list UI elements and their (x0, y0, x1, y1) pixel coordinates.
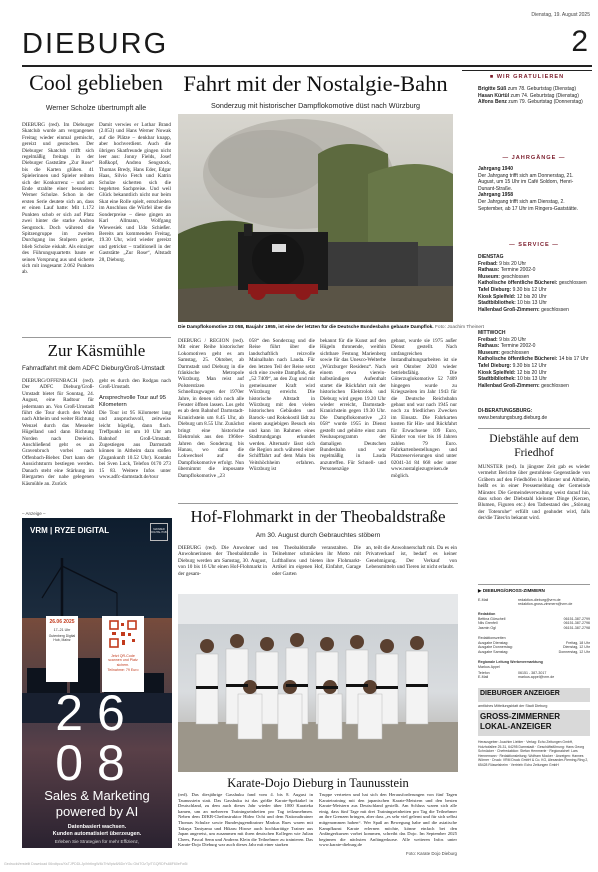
ad-qr-text: Jetzt QR-Code scannen und Platz sichern. (108, 654, 138, 667)
floh-col1: DIEBURG (red). Die Anwohner und Anwohnerinnen der Theobaldstraße in Dieburg werden am Samstag, 30. August, von 10 bis 16 Uhr einen Hof-Flohmarkt in der gesam- (178, 545, 267, 577)
wir-entry: Hasan Kürtül zum 74. Geburtstag (Dienstag) (478, 92, 579, 99)
service-title: — SERVICE — (509, 242, 559, 248)
service-row: Rathaus: Termine 2002-0 (478, 267, 536, 274)
service-row: Rathaus: Termine 2002-0 (478, 343, 536, 350)
karate-col2: Truppe vertreten und hat sich den Herausforderungen von fünf Tagen Karatetraining mit den japanischen Karate-Meistern und den besten Karate-Meistern aus Deutschland gestellt. Am Schluss waren sich alle einig, dass fünf Tage mit drei Trainingseinheiten pro Tag die Teilnehmer an ihre Grenzen bringen, aber dass „es sehr viel gelernt und für sich selbst mitgenommen haben“. Wer Spaß an Bewegung habe und die asiatische Kampfkunst Karate erlernen möchte, könne einfach bei den Anfängerkursen vorbei kommen, schreibt das Dojo. Im September 2025 beginnen die nächsten Anfängerkurse. Alle weiteren Infos unter www.karate-dieburg.de (319, 792, 457, 848)
jahr-text-2: Der Jahrgang trifft sich am Dienstag, 2. September, ab 17 Uhr im Ringers-Gaststätte. (478, 198, 579, 212)
bahn-photo (178, 114, 453, 322)
service-day-1: DIENSTAG (478, 254, 504, 260)
kaes-subhead: Ansprechvolle Tour auf 95 Kilometern (99, 395, 166, 408)
service-row: Kiosk Spielfeld: 12 bis 20 Uhr (478, 369, 547, 376)
karate-group-photo (178, 594, 458, 772)
ad-tag-3: Erleben Sie Strategien für mehr Effizienz, (54, 839, 140, 844)
impressum-email-1[interactable]: redaktion-dieburg@vrm.de (518, 598, 561, 602)
ad-event-time: 17–21 Uhr (53, 628, 71, 632)
dieb-text: MÜNSTER (red). In jüngster Zeit gab es wieder vermehrt Berichte über gestohlene Gegenstände von Gräbern auf den Friedhöfen in Münster und Altheim, heißt es in einer Pressemeldung der Gemeinde Münster. Die Gemeindeverwaltung weist darauf hin, dass schon der Diebstahl kleinster Dinge (Kerzen, Blumen, Figuren etc.) den Tatbestand des „Störung der Totenruhe“ erfüllt und geahndet wird, falls der/die Täter/in bekannt wird. (478, 464, 590, 522)
rule-bahn (178, 503, 458, 504)
impressum-redaktion-list: Bettina Gürschell 06151-387-2799 Nils Grenfell 06151-387-2796 Jasmin Ogl 06151-387-2798 (478, 617, 590, 630)
ad-label: – Anzeige – (22, 511, 46, 516)
ad-brand-vrm: VRM | RYZE DIGITAL (30, 526, 110, 535)
jahr-list (478, 166, 590, 212)
steam-locomotive-photo (178, 114, 453, 322)
cool-col1: DIEBURG (red). Im Dieburger Skatclub wurde am vergangenen Freitag wieder einmal gemischt, gereizt und gestochen. Der Dieburger Skatclub trifft sich regelmäßig freitags in der Dieburger Gaststätte „Zur Rose“ bis die Karten glühen. 41 Spielerinnen und Spieler reihten sich der Konkurrenz – und am Ende strahlte einer besonders: Werner Scholze. Schon in der ersten Serie deutete sich an, dass er einen Lauf hatte: Mit 1.172 Punkten schob er sich auf Platz zwei hinter die starke Andrea Sengstock. Doch während die Spitzengruppe im zweiten Durchgang ins Stolpern geriet, blieb Scholze eiskalt. Als einziger des Führungsquartetts baute er seinen Vorsprung aus und sicherte sich mit insgesamt 2.062 Punkten ab. (22, 122, 94, 276)
service-row: Kiosk Spielfeld: 12 bis 20 Uhr (478, 293, 547, 300)
kaes-subheadline: Fahrradfahrt mit dem ADFC Dieburg/Groß-Umstadt (22, 365, 165, 372)
wir-list (478, 86, 590, 106)
masthead-line2: GROSS-ZIMMERNER (480, 712, 560, 721)
floh-headline: Hof-Flohmarkt in der Theobaldstraße (190, 507, 446, 526)
impressum-times-label: Redaktionszeiten (478, 636, 506, 640)
ad-tag-2: Kunden automatisiert überzeugen. (52, 831, 142, 837)
ad-fee: Teilnahme: 79 Euro (107, 668, 139, 673)
service-row: Stadtbibliothek: 10 bis 13 Uhr (478, 376, 547, 383)
ad-hub-logo: MAINZER DIGITAL HUB (150, 523, 168, 541)
service-row: Tafel Dieburg: 9.30 bis 12 Uhr (478, 362, 547, 369)
impressum-rule (478, 584, 590, 585)
floh-subheadline: Am 30. August durch Gebrauchtes stöbern (255, 532, 381, 539)
sidebar-rule-top (462, 70, 592, 71)
jahr-head-2: Jahrgang 1958 (478, 192, 514, 199)
service-row: Hallenbad Groß-Zimmern: geschlossen (478, 382, 569, 389)
impressum-times-list: Ausgabe Dienstag: Freitag, 18 Uhr Ausgabe Donnerstag: Dienstag, 12 Uhr Ausgabe Samstag: Donnerstag, 12 Uhr (478, 641, 590, 654)
kaes-headline: Zur Käsmühle (47, 341, 146, 360)
qr-code-icon (109, 620, 137, 648)
impressum-email (478, 598, 590, 607)
beratung-title: DI-BERATUNGSBURG: (478, 408, 533, 414)
service-row: Museum: geschlossen (478, 349, 530, 356)
cool-subheadline: Werner Scholze übertrumpft alle (45, 105, 147, 112)
beratung-link[interactable]: www.beratungsburg.dieburg.de (478, 415, 548, 421)
ad-slogan-1: Sales & Marketing (44, 788, 150, 803)
bahn-photo-credit: Foto: Joachim Theinert (434, 325, 484, 330)
ad-big-bottom: 08 (55, 735, 139, 791)
bahn-caption-text: Die Dampflokomotive 23 058, Baujahr 1955, ist eine der letzten für die Deutsche Bundesbahn gebaute Dampflok. (178, 325, 434, 330)
section-title: DIEBURG (22, 28, 169, 60)
service-row: Museum: geschlossen (478, 273, 530, 280)
ad-big-top: 26 (55, 685, 139, 741)
header-date: Dienstag, 19. August 2025 (531, 12, 590, 18)
service-row: Freibad: 9 bis 20 Uhr (478, 260, 527, 267)
ad-tag-1: Datenbasiert wachsen. (67, 824, 127, 830)
bahn-col4: gebaut, wurde sie 1975 außer Dienst gestellt. Nach umfangreichen Instandhaltungsarbeiten ist sie seit Oktober 2020 wieder betriebsfähig. Die Güterzuglokomotive 52 7409 hingegen wurde zu Kriegszeiten im Jahr 1943 für die Deutsche Reichsbahn gebaut und war nach 1945 nur noch zu friedlichen Zwecken im Einsatz. Die Fahrkarten kosten für Hin- und Rückfahrt für Erwachsene 109 Euro, Kinder von vier bis 16 Jahren zahlen 79 Euro. Fahrkartenbestellungen und Platzreservierungen sind unter 02041-34 84 668 oder unter www.nostalgiezugreisen.de möglich. (391, 338, 457, 479)
masthead-fine-print: Herausgeber: Joachim Liebler · Verlag: Echo Zeitungen GmbH, Holzhofallee 25-31, 64295 Darmstadt · Geschäftsführung: Hans Georg Schnücker · Chefredaktion: Stefan Hemmerle · Regionalchef: Lars Hennemann · Redaktionsleitung: Wolfram Mocker · Anzeigen: Hannes Wörner · Druck: VRM Druck GmbH & Co. KG, Alexander-Fleming-Ring 2, 65428 Rüsselsheim · Vertrieb: Echo Zeitungen GmbH (478, 740, 589, 767)
ad-event-date: 26.06 2025 (49, 619, 75, 625)
bahn-col2: 058“ den Sonderzug und die Reise führt über die landschaftlich reizvolle Mainalbahn nach Laudа. Für den letzten Teil der Reise setzt sich eine zweite Dampflok, die „52 7409“, an den Zug und mit gemeinsamer Kraft wird Würzburg erreicht. Die historische Altstadt in Würzburg mit den vielen historischen Gebäuden und Barock- und Rokokostil lädt zu einem ausgiebigen Besuch ein und kann im Rahmen eines Stadtrundgangs erkundet werden. Alternativ lässt sich die Region auch während einer Schifffahrt auf dem Main bis Veitshöchheim erfahren. Würzburg ist (249, 338, 315, 473)
service-row: Hallenbad Groß-Zimmern: geschlossen (478, 306, 569, 313)
impressum-redaktion-label: Redaktion (478, 612, 496, 616)
impressum-email-2[interactable]: redaktion-gross-zimmern@vrm.de (518, 602, 573, 607)
bahn-caption (178, 325, 484, 330)
service-row: Katholische öffentliche Bücherei: geschlossen (478, 280, 587, 287)
masthead-line1-sub: amtliches Mitteilungsblatt der Stadt Dieburg (478, 704, 548, 708)
impressum-werbe-label: Regionale Leitung Werbevermarktung (478, 660, 543, 664)
ad-panel[interactable] (22, 518, 172, 848)
karate-photo (178, 594, 458, 772)
masthead-line1: DIEBURGER ANZEIGER (480, 690, 560, 697)
service-list-2 (478, 330, 590, 389)
service-row: Katholische öffentliche Bücherei: 14 bis 17 Uhr (478, 356, 589, 363)
karate-photo-credit: Foto: Karate Dojo Dieburg (405, 851, 457, 856)
service-day-2: MITTWOCH (478, 330, 506, 336)
page-number: 2 (571, 25, 588, 58)
impressum-werbe-name: Markus Appel (478, 665, 500, 669)
kaes-col2b: Die Tour ist 95 Kilometer lang und anspruchsvoll, zeitweise leicht hügelig, dann flach. Treffpunkt ist um 10 Uhr am Bahnhof Groß-Umstadt. Zugestiegen aus Darmstadt können in Altheim dazu stoßen (Zugankunft 10.52 Uhr). Kontakt bei Sven Luck, Telefon 0170 273 15 83. Weitere Infos unter www.adfc-darmstadt.de/tour (99, 410, 171, 481)
cool-col2: Damit verwies er Lothar Brand (2.053) und Hans Werner Nowak auf die Plätze – denkbar knapp, aber hochverdient. Auch die übrigen Skatfreunde gingen nicht leer aus: Jonny Fields, Josef Roßkopf, Andrea Sengstock, Thomas Bredy, Hans Eder, Edgar Haas, Silvio Fetch und Katrin Schulze sicherten sich die begehrten Sachpreise. Und weil Glück bekanntlich nicht nur beim Skat eine Rolle spielt, entschieden im Anschluss die Würfel über die Sonderpreise – diese gingen an Karl Allmann, Wolfgang Wiewesiek und Udo Schießer. Bereits am kommenden Freitag, 19.30 Uhr, wird wieder gereizt und getrickst – traditionell in der Gaststätte „Zur Rose“, Altstadt 28, Dieburg. (99, 122, 171, 263)
karate-col1: (red). Das diesjährige Gasshuku fand vom 4. bis 8. August in Taunusstein statt. Das Gasshuku ist das größte Karate-Spektakel in Deutschland, zu dem auch dieses Jahr wieder über 1000 Karateka kamen, um an mehreren Trainingseinheiten pro Tag teilzunehmen. Neben dem DJKB-Chefinstruktor Hideo Ochi und dem Nationaltrainer Thomas Schulze sowie Bundesjugendtrainer Markus Rues waren mit Takuya Taniyama und Hikaru Hirose auch hochkarätige Trainer aus Japan angereist, um zusammen mit ihren deutschen Kollegen wie Julian Chees, Pascal Senn und Andreas Klein die Teilnehmer zu trainieren. Das Karate-Dojo Dieburg war auch dieses Jahr mit einer starken (178, 792, 313, 848)
jahr-text-1: Der Jahrgang trifft sich am Donnerstag, 21. August, um 15 Uhr im Café Soldorn, Henri-Dunant-Straße. (478, 172, 574, 192)
floh-col3: an, teilt die Anwohnerschaft mit. Da es ein Privatverkauf ist, bedarf es keiner Genehmigung. Der Verkauf von Lebensmitteln und Tieren ist nicht erlaubt. (366, 545, 457, 571)
masthead-line3: LOKAL-ANZEIGER (480, 722, 552, 731)
jahr-title: — JAHRGÄNGE — (502, 155, 566, 161)
ad-qr-box[interactable] (102, 616, 144, 692)
wir-title: ■ WIR GRATULIEREN (489, 74, 565, 80)
service-row: Stadtbibliothek: 10 bis 13 Uhr (478, 300, 547, 307)
ad-event-place: Gutenberg Digital Hub, Mainz (48, 634, 76, 643)
kaes-col2a: geht es durch den Rodgau nach Groß-Umstadt. (99, 378, 171, 391)
floh-col2: ten Theobaldstraße veranstalten. Die Teilnehmer schmücken ihr Motto mit Luftballons und bieten ihre Flohmarkt-Artikel im eigenen Hof, Einfahrt, Garage oder Garten (272, 545, 361, 577)
karate-headline: Karate-Dojo Dieburg in Taunusstein (227, 776, 409, 790)
bahn-headline: Fahrt mit der Nostalgie-Bahn (183, 71, 448, 96)
impressum-contact: Telefon 06151 - 387-3017 E-Mail markus.appel@vrm.de (478, 671, 555, 680)
kaes-col1: DIEBURG/OFFENBACH (red). Der ADFC Dieburg/Groß-Umstadt bietet für Sonntag, 24. August, eine Radtour für jedermann an. Von Groß-Umstadt führt die Tour durch den Wald nach Altheim und weiter Richtung Wenzel durch das Messeler Hügelland und dann Richtung Norden nach Dreieich. Anschließend geht es an Gravenbruch vorbei nach Offenbach-Bieber. Dort kann der Aussichtsturm bestiegen werden. Danach steht eine Stärkung im Biergarten der nahe gelegenen Käsmühle an. Zurück (22, 378, 94, 487)
impressum-email-label: E-Mail (478, 598, 489, 602)
bahn-col3: bekannt für die Kunst auf den Hügeln thronende, weithin sichtbare Festung Marienberg sowie für das Unesco-Welterbe „Würzburger Residenz“. Nach einem etwa vierein-halbstündigen Aufenthalt startet die Rückfahrt mit der historischen Elektrolok und Dieburg wird gegen 19.20 Uhr wieder erreicht, Darmstadt-Kranichstein gegen 19.30 Uhr. Die Dampflokomotive „23 058“ wurde 1955 in Dienst gestellt und gehörte einst zum Neubauprogramm der damaligen Deutschen Bundesbahn und war regelmäßig in Laudа anzutreffen. Für Schnell- und Personenzüge (320, 338, 386, 473)
rule-cool (22, 337, 171, 338)
service-row: Freibad: 9 bis 20 Uhr (478, 336, 527, 343)
impressum-head: ▶ DIEBURG/GROSS-ZIMMERN (478, 588, 545, 593)
rule-sidebar (478, 428, 590, 429)
cool-headline: Cool geblieben (29, 70, 163, 95)
jahr-head-1: Jahrgang 1940 (478, 166, 514, 172)
footer-download: Gedruckt/erstellt Download 06vdtpcc/XsTJPDDLJp/hhtIngW4kThWptz8/6DnYGu GtdTOzTy/TGQRDFs88F60eFw5i (4, 862, 188, 866)
bahn-subheadline: Sonderzug mit historischer Dampflokomotive düst nach Würzburg (211, 101, 420, 110)
service-list-1 (478, 254, 590, 313)
ad-slogan-2: powered by AI (55, 804, 139, 819)
service-row: Tafel Dieburg: 9.30 bis 12 Uhr (478, 286, 547, 293)
dieb-headline: Diebstähle auf dem Friedhof (489, 433, 579, 459)
wir-entry: Alfons Benz zum 79. Geburtstag (Donnerstag) (478, 99, 583, 106)
ad-event-box (46, 616, 78, 682)
header-rule (22, 65, 592, 67)
wir-entry: Brigitte Süß zum 78. Geburtstag (Dienstag) (478, 86, 577, 92)
bahn-col1: DIEBURG / REGION (red). Mit einer Reihe historischer Lokomotiven geht es am Samstag, 25. Oktober, ab Darmstadt und Dieburg in die fränkische Metropole Würzburg. Man reist auf Polsterstizen in Schnellzugwagen der 1970er Jahre, in denen sich noch alle Fenster öffnen lassen. Los geht es ab dem Bahnhof Darmstadt-Kranichstein um 8.45 Uhr, ab Dieburg um 8.55 Uhr. Zunächst bringt eine historische Elektrolok aus den 1960er-Jahren den Sonderzug bis Hanau, wo dann die Lokwechsel auf die Dampflokomotive erfolgt. Nun übernimmt die imposante Dampflokomotive „23 (178, 338, 244, 479)
